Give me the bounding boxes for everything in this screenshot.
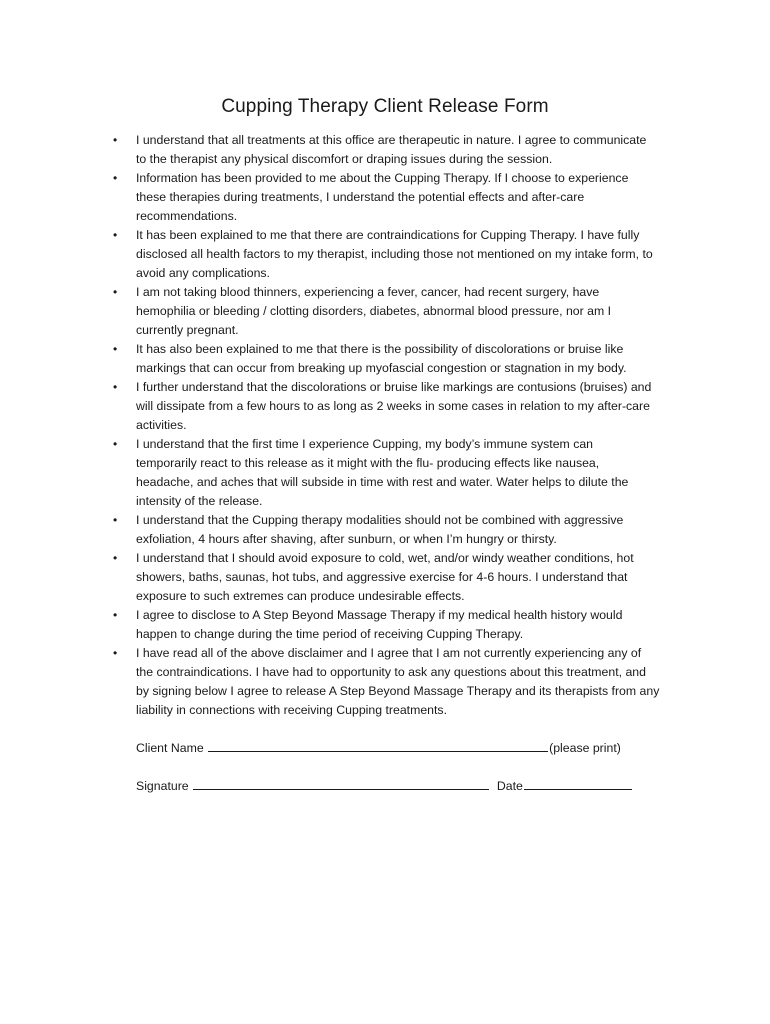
bullet-icon: • (113, 171, 118, 185)
signature-row (136, 776, 633, 796)
bullet-icon: • (113, 437, 118, 451)
list-item-text: I have read all of the above disclaimer and I agree that I am not currently experiencing any of the contraindications. I have had to opportunity to ask any questions about this treatment, and by signing below I agree to release A Step Beyond Massage Therapy and its therapists from any liability in connections with receiving Cupping treatments. (136, 646, 660, 717)
bullet-icon: • (113, 608, 118, 622)
release-terms-list (112, 131, 692, 720)
list-item (112, 340, 692, 378)
date-field[interactable] (524, 776, 632, 790)
list-item-text: Information has been provided to me about the Cupping Therapy. If I choose to experience these therapies during treatments, I understand the potential effects and after-care recommendations. (136, 171, 629, 223)
list-item (112, 606, 692, 644)
date-label: Date (496, 779, 523, 793)
signature-field[interactable] (193, 776, 489, 790)
form-title: Cupping Therapy Client Release Form (221, 96, 549, 117)
list-item (112, 283, 692, 340)
list-item-text: It has also been explained to me that there is the possibility of discolorations or bruise like markings that can occur from breaking up myofascial congestion or stagnation in my body. (136, 342, 627, 375)
list-item (112, 378, 692, 435)
signature-label: Signature (136, 779, 189, 793)
bullet-icon: • (113, 342, 118, 356)
list-item (112, 131, 692, 169)
list-item-text: I agree to disclose to A Step Beyond Massage Therapy if my medical health history would happen to change during the time period of receiving Cupping Therapy. (136, 608, 623, 641)
list-item-text: I understand that all treatments at this office are therapeutic in nature. I agree to communicate to the therapist any physical discomfort or draping issues during the session. (136, 133, 647, 166)
list-item-text: It has been explained to me that there are contraindications for Cupping Therapy. I have fully disclosed all health factors to my therapist, including those not mentioned on my intake form, to avoid any complications. (136, 228, 653, 280)
bullet-icon: • (113, 228, 118, 242)
bullet-icon: • (113, 551, 118, 565)
list-item (112, 644, 692, 720)
client-name-label: Client Name (136, 741, 204, 755)
list-item (112, 435, 692, 511)
list-item (112, 549, 692, 606)
list-item-text: I am not taking blood thinners, experiencing a fever, cancer, had recent surgery, have hemophilia or bleeding / clotting disorders, diabetes, abnormal blood pressure, nor am I currently pregnant. (136, 285, 612, 337)
client-name-field[interactable] (208, 738, 548, 752)
bullet-icon: • (113, 133, 118, 147)
list-item-text: I understand that the first time I experience Cupping, my body’s immune system can temporarily react to this release as it might with the flu- producing effects like nausea, headache, and aches that will subside in time with rest and water. Water helps to dilute the intensity of the release. (136, 437, 629, 508)
bullet-icon: • (113, 513, 118, 527)
bullet-icon: • (113, 646, 118, 660)
client-name-row (136, 738, 621, 758)
list-item-text: I understand that the Cupping therapy modalities should not be combined with aggressive exfoliation, 4 hours after shaving, after sunburn, or when I’m hungry or thirsty. (136, 513, 624, 546)
list-item (112, 169, 692, 226)
client-name-hint: (please print) (549, 741, 621, 755)
list-item-text: I further understand that the discolorations or bruise like markings are contusions (bruises) and will dissipate from a few hours to as long as 2 weeks in some cases in relation to my after-care activities. (136, 380, 652, 432)
bullet-icon: • (113, 380, 118, 394)
list-item (112, 511, 692, 549)
list-item (112, 226, 692, 283)
list-item-text: I understand that I should avoid exposure to cold, wet, and/or windy weather conditions, hot showers, baths, saunas, hot tubs, and aggressive exercise for 4-6 hours. I understand that exposure to such extremes can produce undesirable effects. (136, 551, 634, 603)
bullet-icon: • (113, 285, 118, 299)
